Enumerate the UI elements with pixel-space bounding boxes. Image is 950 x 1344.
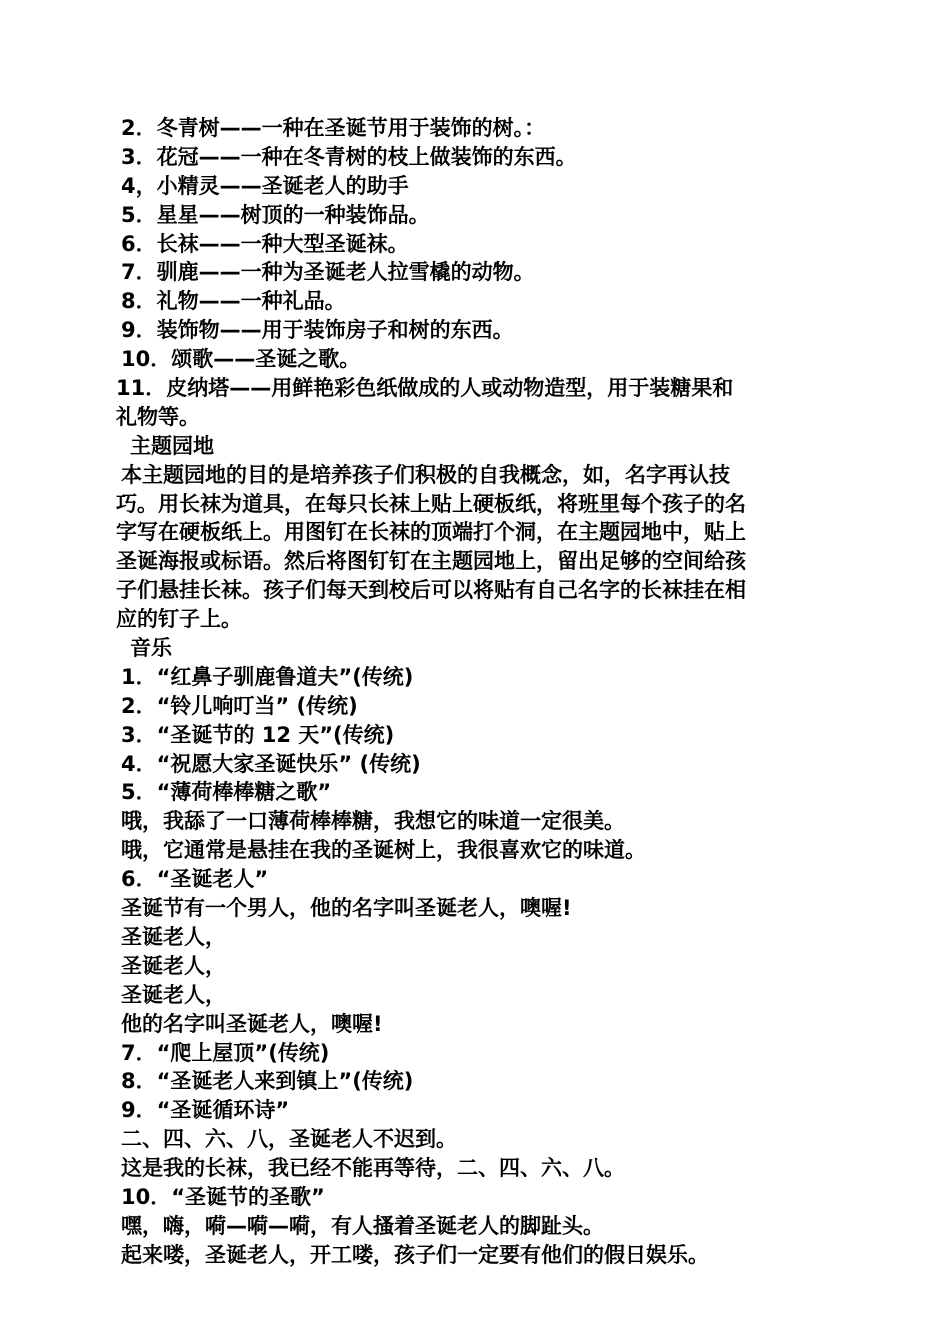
- vocab-item: 5．星星——树顶的一种装饰品。: [121, 202, 430, 227]
- music-line: 1．“红鼻子驯鹿鲁道夫”(传统): [121, 664, 414, 689]
- vocab-item: 4，小精灵——圣诞老人的助手: [121, 173, 409, 198]
- music-line: 5．“薄荷棒棒糖之歌”: [121, 780, 332, 805]
- document-page: [116, 114, 846, 1270]
- theme-section: [116, 432, 846, 634]
- music-line: 圣诞节有一个男人，他的名字叫圣诞老人，噢喔!: [121, 896, 572, 921]
- music-line: 嘿，嗨，嗬—嗬—嗬，有人搔着圣诞老人的脚趾头。: [121, 1213, 604, 1238]
- music-line: 这是我的长袜，我已经不能再等待，二、四、六、八。: [121, 1156, 625, 1181]
- theme-paragraph-line: 应的钉子上。: [116, 607, 242, 632]
- vocab-item-11-line1: 11．皮纳塔——用鲜艳彩色纸做成的人或动物造型，用于装糖果和: [116, 376, 734, 401]
- music-line: 8．“圣诞老人来到镇上”(传统): [121, 1069, 414, 1094]
- music-heading: 音乐: [130, 636, 172, 661]
- music-line: 他的名字叫圣诞老人，噢喔!: [121, 1011, 383, 1036]
- music-line: 2．“铃儿响叮当” (传统): [121, 693, 358, 718]
- vocab-item-11-line2: 礼物等。: [116, 404, 200, 429]
- vocab-item: 6．长袜——一种大型圣诞袜。: [121, 231, 409, 256]
- theme-paragraph-line: 巧。用长袜为道具，在每只长袜上贴上硬板纸，将班里每个孩子的名: [116, 491, 746, 516]
- music-section: [116, 634, 846, 1270]
- theme-paragraph-line: 字写在硬板纸上。用图钉在长袜的顶端打个洞，在主题园地中，贴上: [116, 520, 746, 545]
- music-line: 圣诞老人，: [121, 982, 226, 1007]
- music-line: 9．“圣诞循环诗”: [121, 1098, 290, 1123]
- music-line: 圣诞老人，: [121, 924, 226, 949]
- music-line: 二、四、六、八，圣诞老人不迟到。: [121, 1127, 457, 1152]
- music-line: 哦，我舔了一口薄荷棒棒糖，我想它的味道一定很美。: [121, 809, 625, 834]
- theme-paragraph-line: 子们悬挂长袜。孩子们每天到校后可以将贴有自己名字的长袜挂在相: [116, 578, 746, 603]
- vocab-item: 3．花冠——一种在冬青树的枝上做装饰的东西。: [121, 144, 577, 169]
- vocab-item: 7．驯鹿——一种为圣诞老人拉雪橇的动物。: [121, 260, 535, 285]
- music-line: 6．“圣诞老人”: [121, 867, 269, 892]
- theme-heading: 主题园地: [130, 433, 214, 458]
- theme-paragraph: [116, 461, 846, 634]
- music-line: 起来喽，圣诞老人，开工喽，孩子们一定要有他们的假日娱乐。: [121, 1242, 709, 1267]
- vocab-item: 9．装饰物——用于装饰房子和树的东西。: [121, 318, 514, 343]
- music-line: 3．“圣诞节的 12 天”(传统): [121, 722, 395, 747]
- vocab-item: 10．颂歌——圣诞之歌。: [121, 347, 361, 372]
- music-line: 圣诞老人，: [121, 953, 226, 978]
- theme-paragraph-line: 本主题园地的目的是培养孩子们积极的自我概念，如，名字再认技: [121, 462, 730, 487]
- vocab-list: [116, 114, 846, 432]
- vocab-item: 8．礼物——一种礼品。: [121, 289, 346, 314]
- music-line: 7．“爬上屋顶”(传统): [121, 1040, 330, 1065]
- music-line: 哦，它通常是悬挂在我的圣诞树上，我很喜欢它的味道。: [121, 838, 646, 863]
- music-line: 4．“祝愿大家圣诞快乐” (传统): [121, 751, 421, 776]
- vocab-item: 2．冬青树——一种在圣诞节用于装饰的树。：: [121, 116, 546, 140]
- theme-paragraph-line: 圣诞海报或标语。然后将图钉钉在主题园地上，留出足够的空间给孩: [116, 549, 746, 574]
- music-line: 10．“圣诞节的圣歌”: [121, 1184, 325, 1209]
